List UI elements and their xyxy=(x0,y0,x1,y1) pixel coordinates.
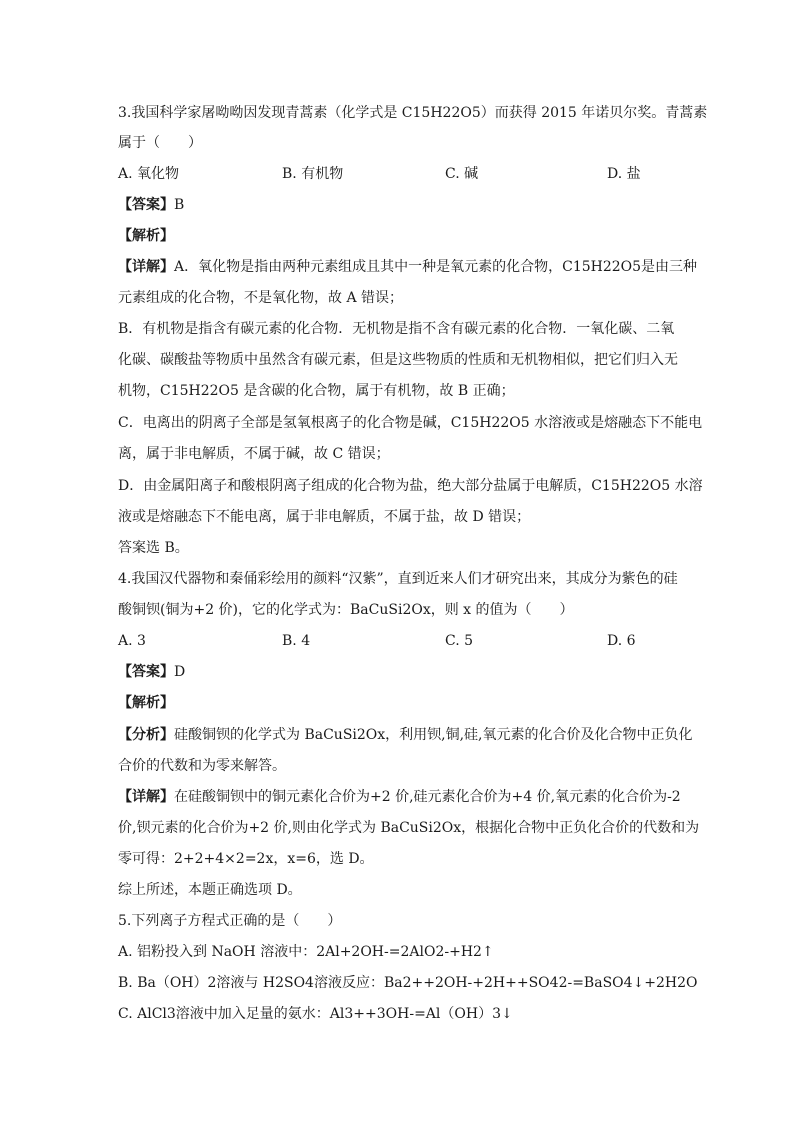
q5-option-a: A. 铝粉投入到 NaOH 溶液中：2Al+2OH-=2AlO2-+H2↑ xyxy=(118,944,494,960)
detail-text: 在硅酸铜钡中的铜元素化合价为+2 价,硅元素化合价为+4 价,氧元素的化合价为-2 xyxy=(174,789,681,805)
q3-detail-line8: D．由金属阳离子和酸根阴离子组成的化合物为盐，绝大部分盐属于电解质，C15H22O5 水溶 xyxy=(118,478,703,494)
q3-detail-line1 xyxy=(118,257,697,277)
q3-option-c: C. 碱 xyxy=(445,166,479,182)
q4-detail-line3: 零可得：2+2+4×2=2x，x=6，选 D。 xyxy=(118,851,374,867)
q3-detail-line2: 元素组成的化合物，不是氧化物，故 A 错误； xyxy=(118,290,404,306)
q4-analysis-tag: 【解析】 xyxy=(118,695,174,711)
answer-tag: 【答案】 xyxy=(118,197,174,213)
q4-option-d: D. 6 xyxy=(607,633,636,649)
detail-tag: 【详解】 xyxy=(118,259,174,275)
q3-option-d: D. 盐 xyxy=(607,166,641,182)
q4-fenxi-line1 xyxy=(118,725,693,745)
q3-detail-line5: 机物，C15H22O5 是含碳的化合物，属于有机物，故 B 正确； xyxy=(118,383,515,399)
q3-stem-line2: 属于（ ） xyxy=(118,135,202,151)
q4-option-c: C. 5 xyxy=(445,633,474,649)
q4-option-a: A. 3 xyxy=(118,633,146,649)
q4-fenxi-line2: 合价的代数和为零来解答。 xyxy=(118,758,286,774)
q4-option-b: B. 4 xyxy=(282,633,311,649)
q5-option-c: C. AlCl3溶液中加入足量的氨水：Al3++3OH-=Al（OH）3↓ xyxy=(118,1006,513,1022)
q4-detail-line1 xyxy=(118,787,681,807)
q3-detail-line7: 离，属于非电解质，不属于碱，故 C 错误； xyxy=(118,446,390,462)
q5-option-b: B. Ba（OH）2溶液与 H2SO4溶液反应：Ba2++2OH-+2H++SO42-=BaSO4↓+2H2O xyxy=(118,975,698,991)
q3-option-b: B. 有机物 xyxy=(282,166,344,182)
q3-detail-line4: 化碳、碳酸盐等物质中虽然含有碳元素，但是这些物质的性质和无机物相似，把它们归入无 xyxy=(118,352,678,368)
detail-tag: 【详解】 xyxy=(118,789,174,805)
fenxi-text: 硅酸铜钡的化学式为 BaCuSi2Ox，利用钡,铜,硅,氧元素的化合价及化合物中正负化 xyxy=(174,727,693,743)
q4-detail-line2: 价,钡元素的化合价为+2 价,则由化学式为 BaCuSi2Ox，根据化合物中正负化合价的代数和为 xyxy=(118,820,700,836)
q3-analysis-tag: 【解析】 xyxy=(118,228,174,244)
fenxi-tag: 【分析】 xyxy=(118,727,174,743)
detail-text: A．氧化物是指由两种元素组成且其中一种是氧元素的化合物，C15H22O5是由三种 xyxy=(174,259,698,275)
q4-stem-line2: 酸铜钡(铜为+2 价)，它的化学式为：BaCuSi2Ox，则 x 的值为（ ） xyxy=(118,602,574,618)
answer-value: D xyxy=(174,664,186,680)
answer-tag: 【答案】 xyxy=(118,664,174,680)
q3-detail-line10: 答案选 B。 xyxy=(118,540,189,556)
q3-stem-line1: 3.我国科学家屠呦呦因发现青蒿素（化学式是 C15H22O5）而获得 2015 年诺贝尔奖。青蒿素 xyxy=(118,105,708,121)
q5-stem: 5.下列离子方程式正确的是（ ） xyxy=(118,913,342,929)
q4-answer-line xyxy=(118,662,185,682)
q4-conclusion: 综上所述，本题正确选项 D。 xyxy=(118,882,302,898)
q3-detail-line9: 液或是熔融态下不能电离，属于非电解质，不属于盐，故 D 错误； xyxy=(118,509,531,525)
q3-detail-line3: B．有机物是指含有碳元素的化合物．无机物是指不含有碳元素的化合物．一氧化碳、二氧 xyxy=(118,321,675,337)
answer-value: B xyxy=(174,197,185,213)
q4-stem-line1: 4.我国汉代器物和秦俑彩绘用的颜料“汉紫”，直到近来人们才研究出来，其成分为紫色的硅 xyxy=(118,571,678,587)
q3-option-a: A. 氧化物 xyxy=(118,166,180,182)
q3-detail-line6: C．电离出的阴离子全部是氢氧根离子的化合物是碱，C15H22O5 水溶液或是熔融态下不能电 xyxy=(118,415,703,431)
q3-answer-line xyxy=(118,195,184,215)
